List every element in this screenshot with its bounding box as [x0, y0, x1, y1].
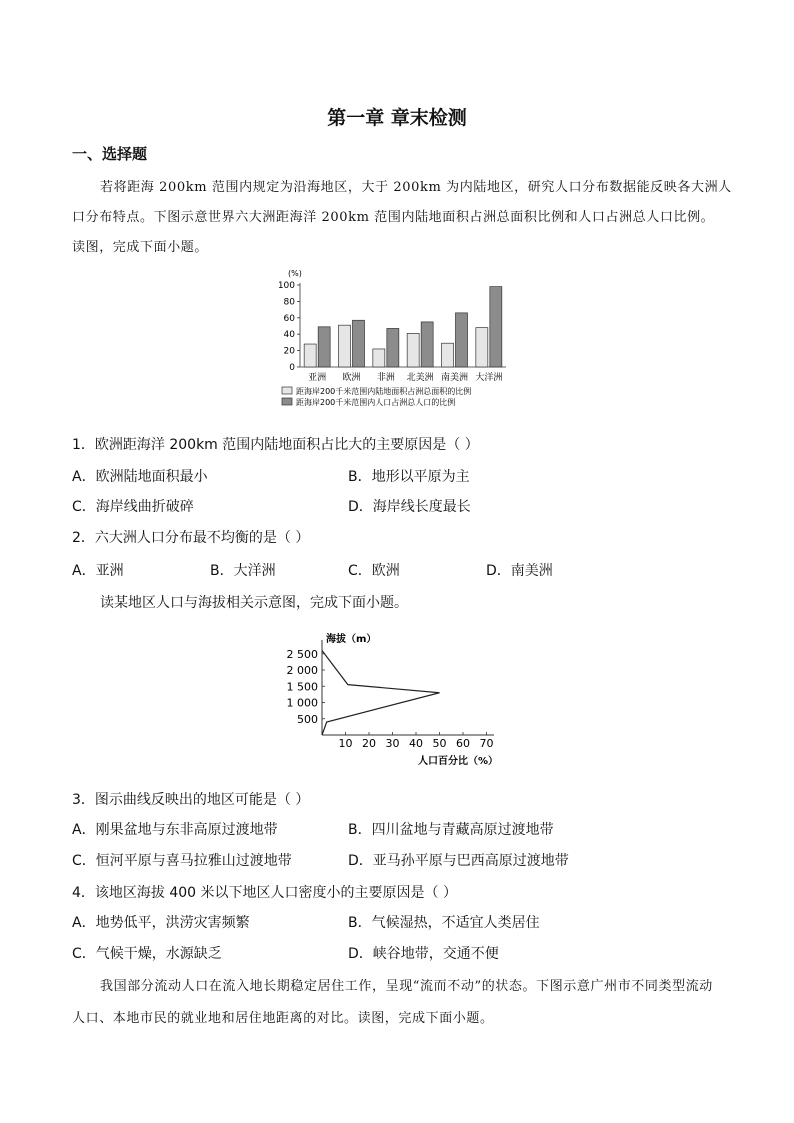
bar-area [442, 343, 454, 367]
q3-option-d[interactable]: D．亚马孙平原与巴西高原过渡地带 [348, 853, 569, 869]
y-tick-label: 80 [283, 297, 295, 308]
x-tick-label: 50 [432, 737, 447, 750]
x-tick-label: 30 [385, 737, 400, 750]
x-tick-label: 40 [409, 737, 423, 750]
bar-chart [270, 262, 530, 418]
y-tick-label: 2 500 [286, 647, 318, 661]
y-tick-label: 20 [283, 346, 295, 357]
q3-option-b[interactable]: B．四川盆地与青藏高原过渡地带 [348, 822, 554, 838]
bar-population [318, 327, 330, 367]
x-tick-label: 亚洲 [308, 373, 327, 383]
y-tick-label: 2 000 [286, 664, 318, 677]
legend-label: 距海岸200千米范围内陆地面积占洲总面积的比例 [296, 387, 472, 396]
q3-stem: 3．图示曲线反映出的地区可能是（ ） [72, 792, 310, 808]
x-tick-label: 大洋洲 [475, 373, 503, 383]
q3-option-a[interactable]: A．刚果盆地与东非高原过渡地带 [72, 822, 278, 838]
bar-area [304, 344, 316, 367]
bar-area [339, 325, 351, 367]
q4-option-c[interactable]: C．气候干燥，水源缺乏 [72, 946, 222, 962]
q1-option-a[interactable]: A．欧洲陆地面积最小 [72, 469, 208, 485]
intro3-line2: 人口、本地市民的就业地和居住地距离的对比。读图，完成下面小题。 [72, 1011, 494, 1026]
q1-option-d[interactable]: D．海岸线长度最长 [348, 499, 471, 515]
bar-population [387, 328, 399, 367]
q2-option-b[interactable]: B．大洋洲 [210, 563, 276, 579]
q1-stem: 1．欧洲距海洋 200km 范围内陆地面积占比大的主要原因是（ ） [72, 437, 479, 453]
intro3-line1: 我国部分流动人口在流入地长期稳定居住工作，呈现“流而不动”的状态。下图示意广州市不同类型流动 [100, 979, 713, 994]
intro2: 读某地区人口与海拔相关示意图，完成下面小题。 [100, 595, 408, 611]
y-tick-label: 500 [297, 712, 318, 726]
y-tick-label: 1 000 [286, 696, 318, 710]
y-tick-label: 1 500 [286, 680, 318, 694]
q1-option-c[interactable]: C．海岸线曲折破碎 [72, 499, 194, 515]
x-tick-label: 南美洲 [440, 373, 469, 383]
intro1-line2: 口分布特点。下图示意世界六大洲距海洋 200km 范围内陆地面积占洲总面积比例和人口占洲总人口比例。 [72, 210, 715, 225]
q2-option-a[interactable]: A．亚洲 [72, 563, 124, 579]
x-tick-label: 70 [479, 737, 494, 750]
x-axis-label: 人口百分比（%） [418, 756, 499, 767]
x-tick-label: 北美洲 [406, 373, 434, 383]
y-axis-label: 海拔（m） [326, 634, 377, 645]
legend-label: 距海岸200千米范围内人口占洲总人口的比例 [296, 398, 456, 407]
bar-area [407, 333, 419, 367]
q4-option-d[interactable]: D．峡谷地带，交通不便 [348, 946, 499, 962]
y-tick-label: 100 [277, 281, 295, 291]
intro1-line1: 若将距海 200km 范围内规定为沿海地区，大于 200km 为内陆地区，研究人口分布数据能反映各大洲人 [100, 180, 732, 195]
bar-area [476, 328, 488, 367]
q1-option-b[interactable]: B．地形以平原为主 [348, 469, 470, 485]
x-tick-label: 10 [338, 737, 353, 750]
q3-option-c[interactable]: C．恒河平原与喜马拉雅山过渡地带 [72, 853, 292, 869]
legend-swatch [282, 387, 292, 394]
y-tick-label: 0 [289, 363, 295, 373]
q2-option-d[interactable]: D．南美洲 [486, 563, 553, 579]
q4-option-b[interactable]: B．气候湿热，不适宜人类居住 [348, 915, 540, 931]
y-tick-label: 60 [283, 313, 295, 324]
x-tick-label: 20 [362, 737, 376, 750]
bar-area [373, 349, 385, 367]
x-tick-label: 欧洲 [342, 373, 361, 383]
section-heading: 一、选择题 [72, 145, 148, 163]
bar-population [456, 313, 468, 367]
y-tick-label: 40 [283, 330, 295, 341]
q2-option-c[interactable]: C．欧洲 [348, 563, 400, 579]
intro1-line3: 读图，完成下面小题。 [72, 240, 209, 255]
q4-stem: 4．该地区海拔 400 米以下地区人口密度小的主要原因是（ ） [72, 885, 457, 901]
legend-swatch [282, 398, 292, 405]
page-title: 第一章 章末检测 [327, 107, 467, 129]
altitude-chart [268, 626, 518, 771]
bar-population [490, 287, 502, 367]
x-tick-label: 非洲 [376, 373, 395, 383]
population-altitude-line [322, 651, 440, 736]
q2-stem: 2．六大洲人口分布最不均衡的是（ ） [72, 530, 310, 546]
y-axis-label: (%) [288, 269, 302, 278]
bar-population [421, 322, 433, 367]
x-tick-label: 60 [456, 737, 470, 750]
bar-population [353, 320, 365, 367]
q4-option-a[interactable]: A．地势低平，洪涝灾害频繁 [72, 915, 250, 931]
